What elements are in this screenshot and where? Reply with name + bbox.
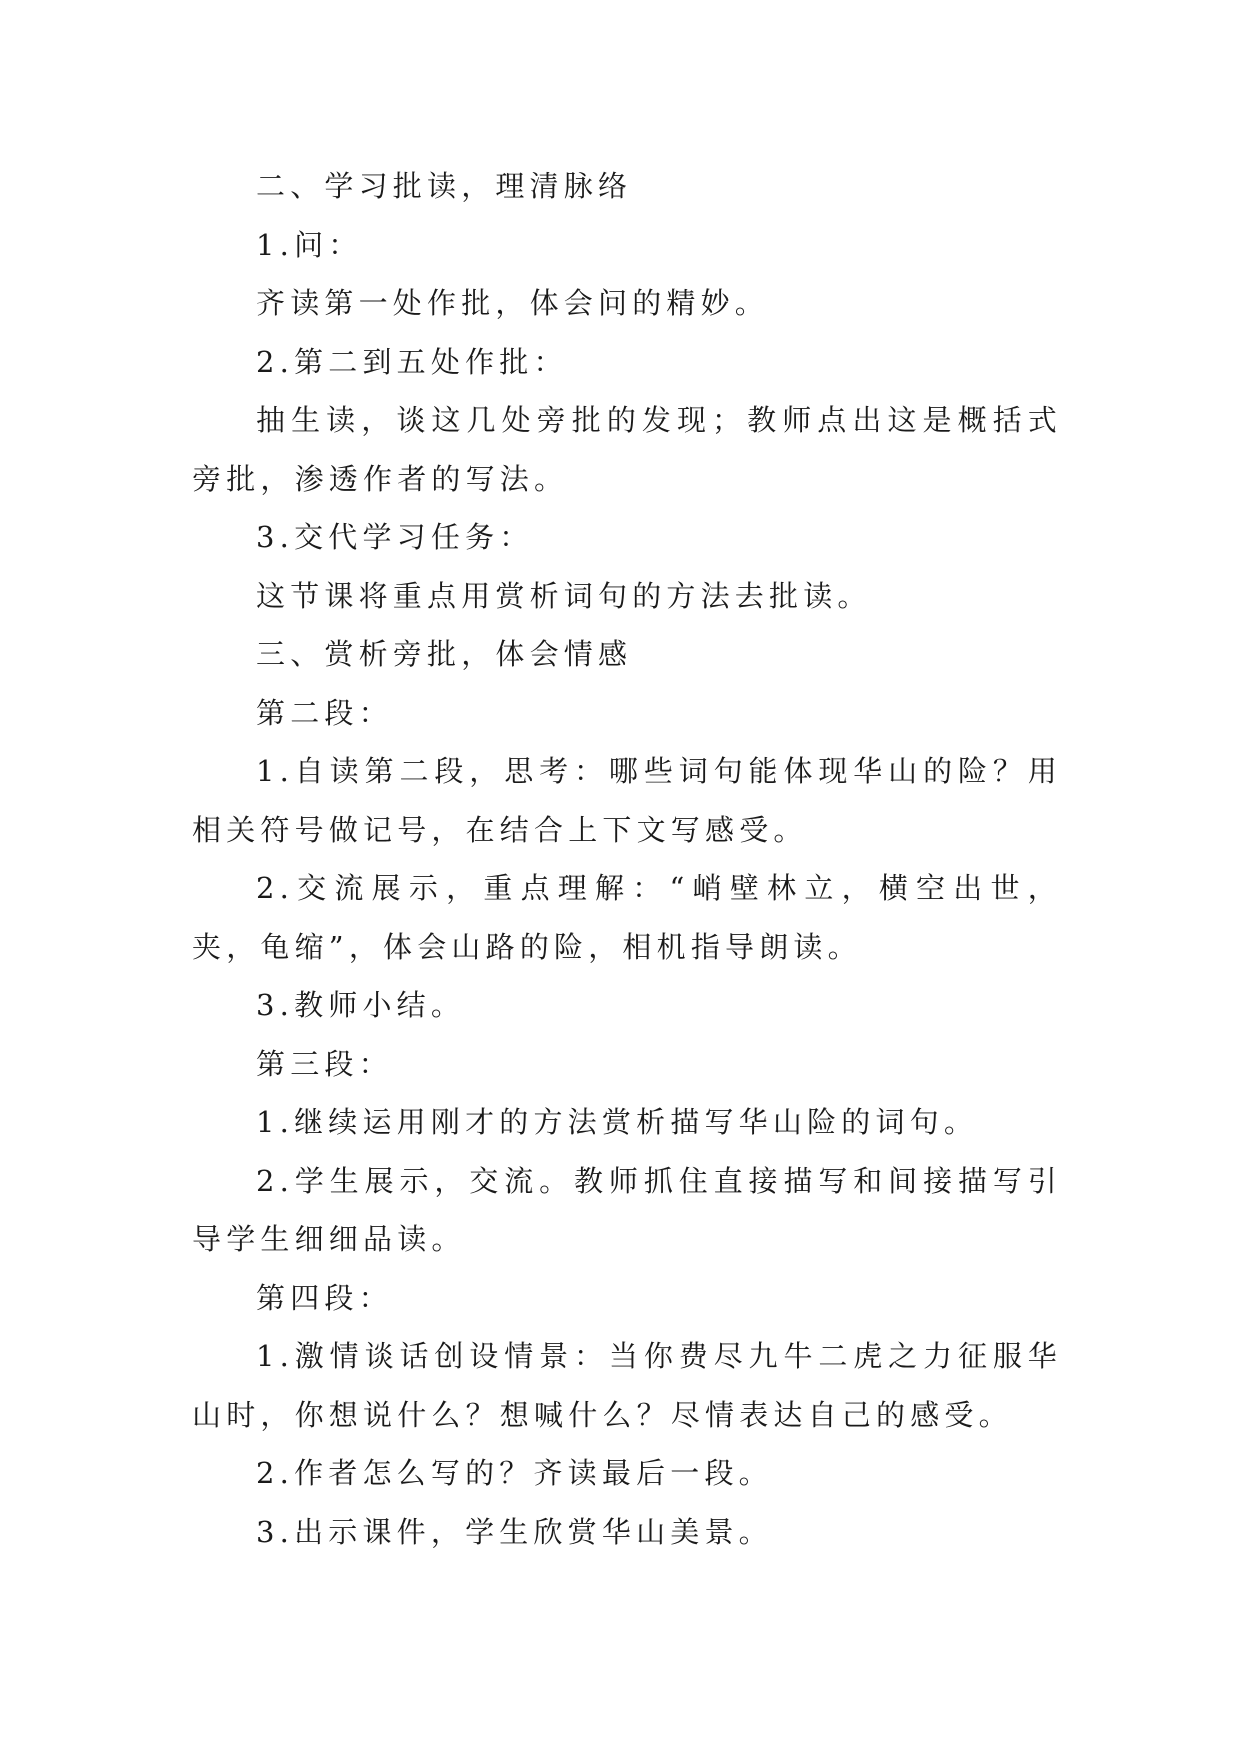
paragraph-item: 2.作者怎么写的？齐读最后一段。 — [256, 1456, 773, 1490]
paragraph-item: 齐读第一处作批，体会问的精妙。 — [256, 286, 770, 320]
document-body — [192, 157, 1062, 1561]
subheading-paragraph-three: 第三段： — [256, 1046, 393, 1081]
paragraph-item: 1.自读第二段，思考：哪些词句能体现华山的险？用相关符号做记号，在结合上下文写感受。 — [192, 754, 1062, 847]
paragraph-item: 1.继续运用刚才的方法赏析描写华山险的词句。 — [256, 1105, 979, 1139]
paragraph-item: 2.第二到五处作批： — [256, 344, 568, 379]
paragraph-item: 1.问： — [256, 227, 363, 262]
heading-section-three: 三、赏析旁批，体会情感 — [256, 637, 633, 671]
paragraph-item: 3.出示课件，学生欣赏华山美景。 — [256, 1514, 773, 1549]
paragraph-item: 抽生读，谈这几处旁批的发现；教师点出这是概括式旁批，渗透作者的写法。 — [192, 403, 1062, 496]
paragraph-item: 3.交代学习任务： — [256, 520, 534, 554]
paragraph-item: 1.激情谈话创设情景：当你费尽九牛二虎之力征服华山时，你想说什么？想喊什么？尽情表达自己的感受。 — [192, 1339, 1062, 1432]
paragraph-item: 这节课将重点用赏析词句的方法去批读。 — [256, 578, 872, 613]
heading-section-two: 二、学习批读，理清脉络 — [256, 169, 633, 203]
paragraph-item: 2.交流展示，重点理解：“峭壁林立，横空出世，夹，龟缩”，体会山路的险，相机指导朗读。 — [192, 871, 1062, 964]
paragraph-item: 2.学生展示，交流。教师抓住直接描写和间接描写引导学生细细品读。 — [192, 1163, 1062, 1256]
subheading-paragraph-two: 第二段： — [256, 695, 393, 730]
paragraph-item: 3.教师小结。 — [256, 988, 466, 1022]
subheading-paragraph-four: 第四段： — [256, 1280, 393, 1315]
